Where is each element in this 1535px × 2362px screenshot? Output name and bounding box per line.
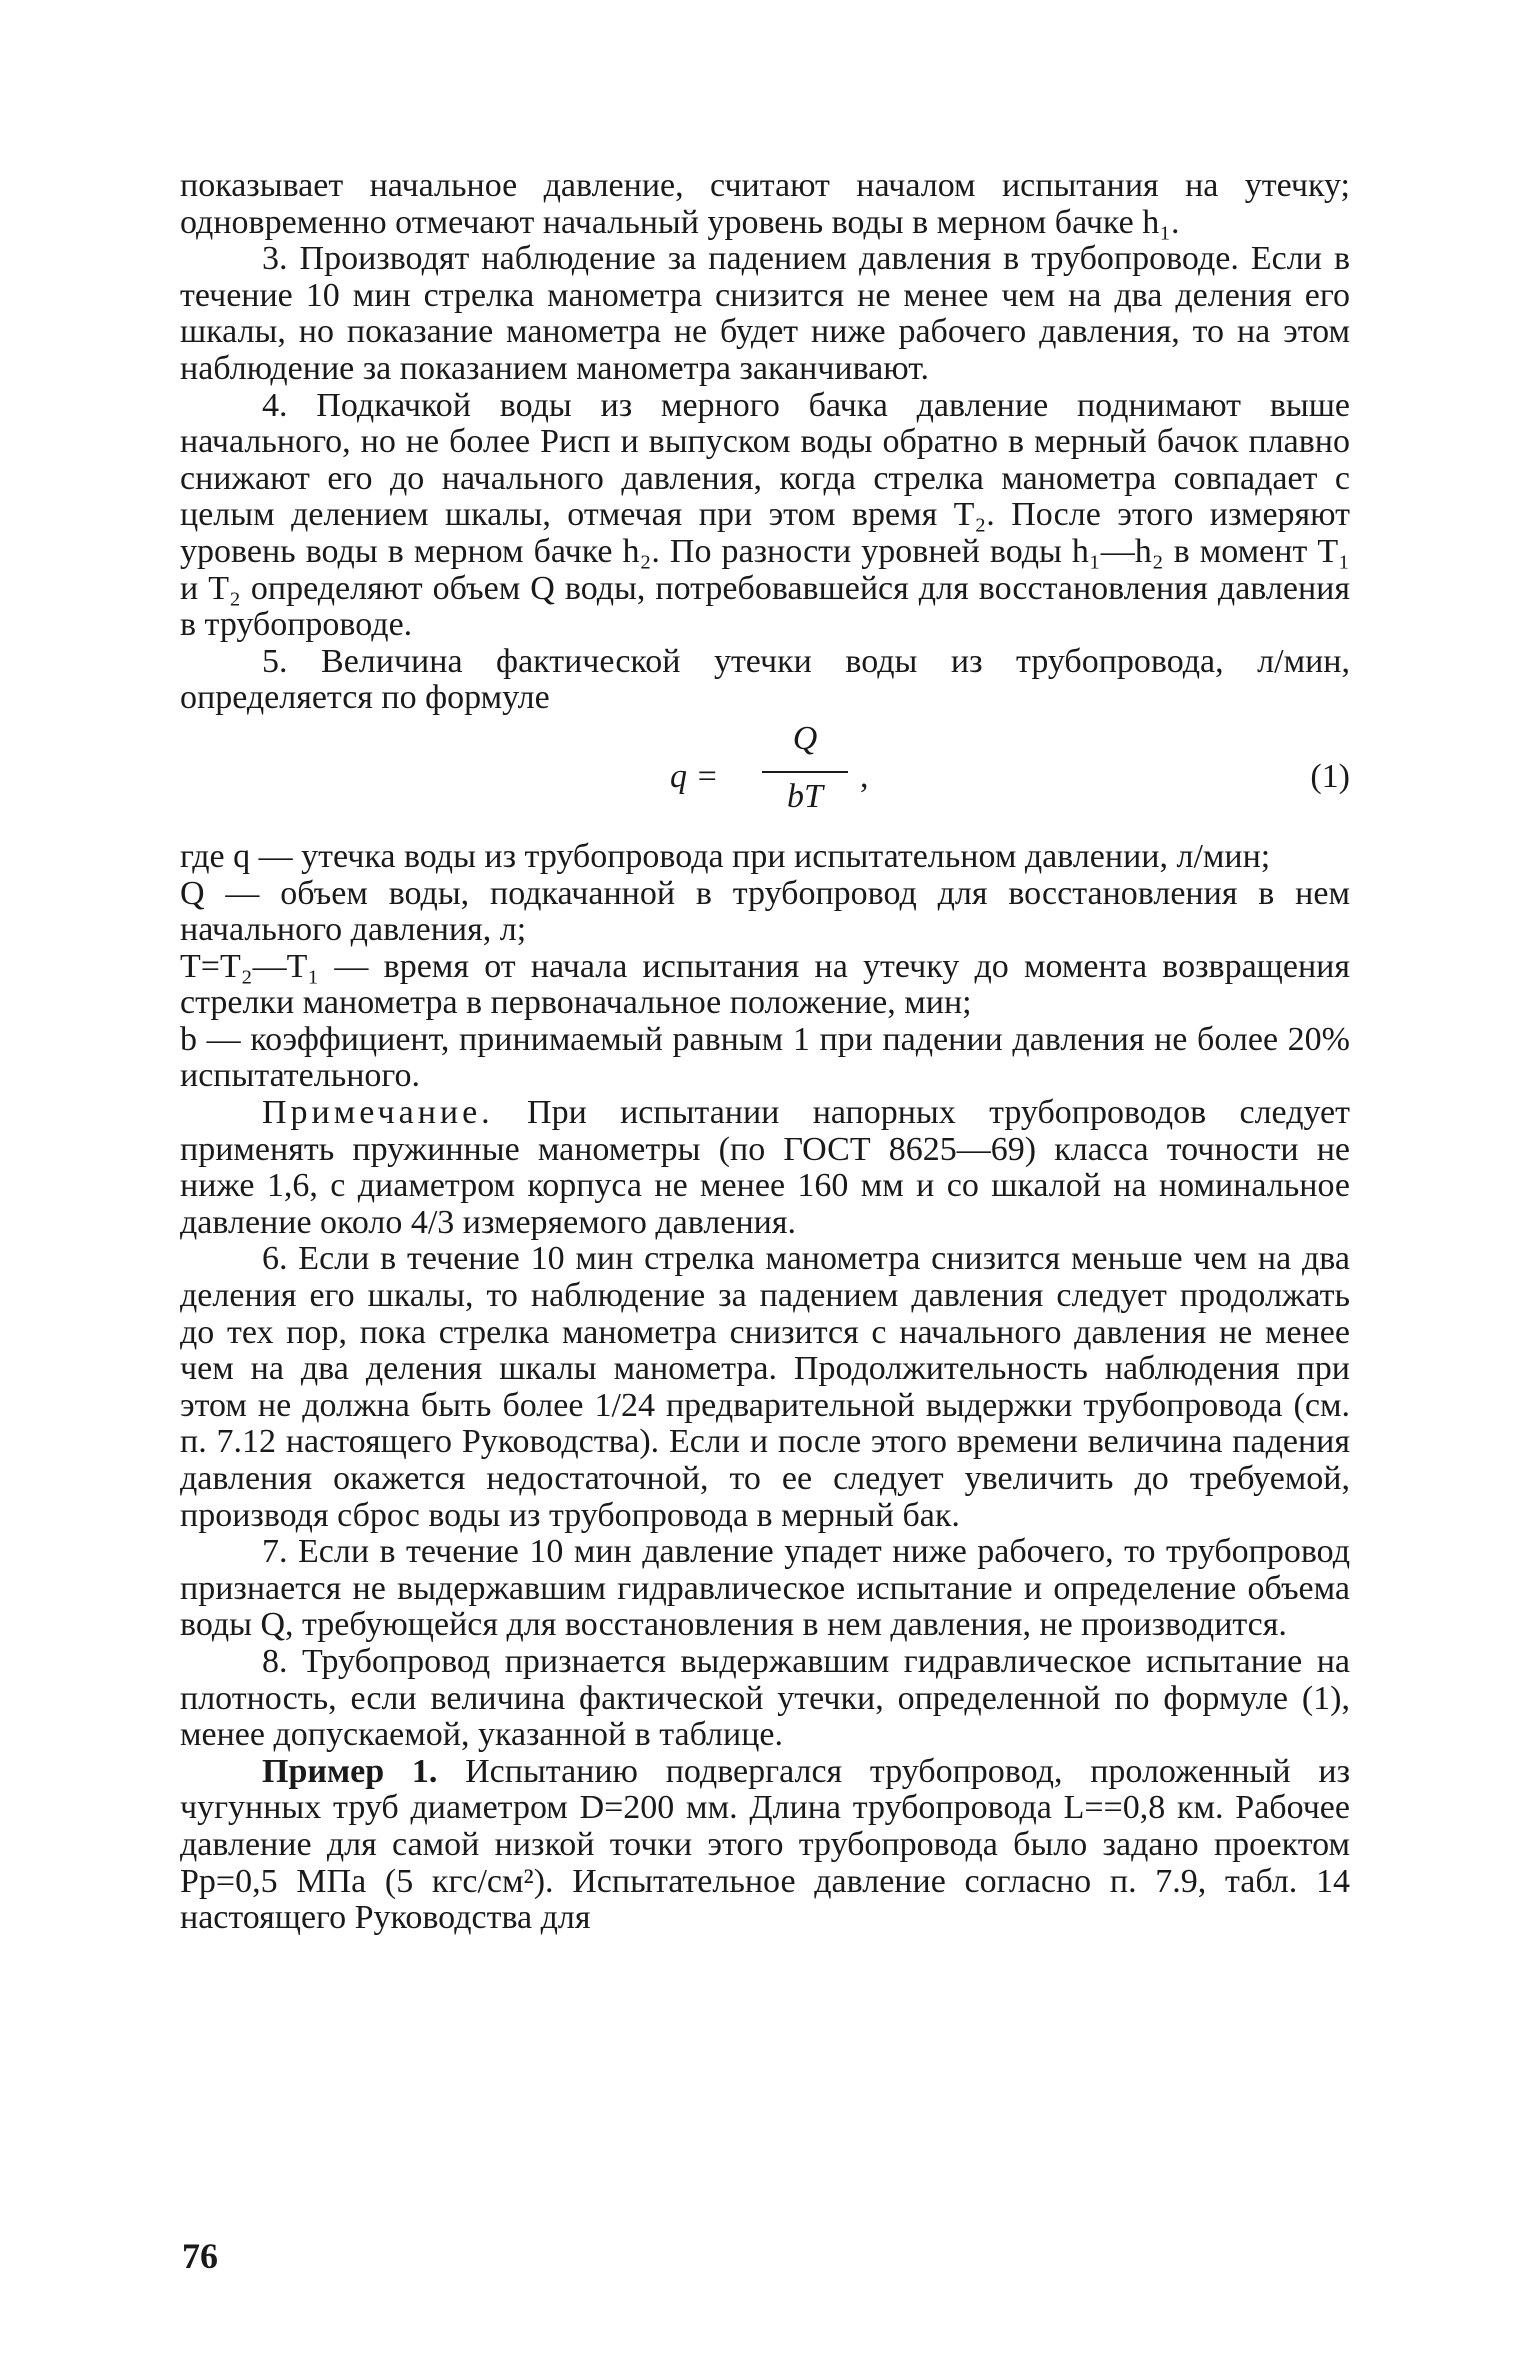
example-heading: Пример 1.: [262, 1752, 438, 1790]
paragraph-step-4: 4. Подкачкой воды из мерного бачка давление поднимают выше начального, но не более Pисп и выпуском воды обратно в мерный бачок плавно снижают его до начального давления, когда стрелка манометра совпадает с целым делением шкалы, отмечая при этом время T₂. После этого измеряют уровень воды в мерном бачке h₂. По разности уровней воды h₁—h₂ в момент T₁ и T₂ определяют объем Q воды, потребовавшейся для восстановления давления в трубопроводе.: [180, 386, 1350, 644]
formula-expression: [670, 721, 890, 821]
page-number: 76: [182, 2236, 218, 2276]
example-body: Испытанию подвергался трубопровод, проложенный из чугунных труб диаметром D=200 мм. Длина трубопровода L==0,8 км. Рабочее давление для самой низкой точки этого трубопровода было задано проектом Pр=0,5 МПа (5 кгс/см²). Испытательное давление согласно п. 7.9, табл. 14 настоящего Руководства для: [180, 1752, 1350, 1937]
paragraph-step-6: 6. Если в течение 10 мин стрелка манометра снизится меньше чем на два деления его шкалы, то наблюдение за падением давления следует продолжать до тех пор, пока стрелка манометра снизится с начального давления не менее чем на два деления шкалы манометра. Продолжительность наблюдения при этом не должна быть более 1/24 предварительной выдержки трубопровода (см. п. 7.12 настоящего Руководства). Если и после этого времени величина падения давления окажется недостаточной, то ее следует увеличить до требуемой, производя сброс воды из трубопровода в мерный бак.: [180, 1240, 1350, 1534]
paragraph-step-5: 5. Величина фактической утечки воды из трубопровода, л/мин, определяется по формуле: [180, 642, 1350, 717]
paragraph-step-8: 8. Трубопровод признается выдержавшим гидравлическое испытание на плотность, если величина фактической утечки, определенной по формуле (1), менее допускаемой, указанной в таблице.: [180, 1642, 1350, 1754]
definition-T: T=T₂—T₁ — время от начала испытания на утечку до момента возвращения стрелки манометра в первоначальное положение, мин;: [180, 947, 1350, 1022]
example-paragraph: [180, 1754, 1350, 1937]
note-heading: Примечание.: [262, 1094, 494, 1132]
formula-numerator: Q: [792, 719, 818, 757]
formula-denominator: bT: [787, 777, 823, 815]
formula-lhs: q =: [670, 757, 719, 795]
note-body: При испытании напорных трубопроводов следует применять пружинные манометры (по ГОСТ 8625—69) класса точности не ниже 1,6, с диаметром корпуса не менее 160 мм и со шкалой на номинальное давление около 4/3 измеряемого давления.: [180, 1094, 1350, 1241]
body-text: [180, 168, 1350, 1937]
definition-Q: Q — объем воды, подкачанной в трубопровод для восстановления в нем начального давления, л;: [180, 874, 1350, 949]
paragraph-step-3: 3. Производят наблюдение за падением давления в трубопроводе. Если в течение 10 мин стрелка манометра снизится не менее чем на два деления его шкалы, но показание манометра не будет ниже рабочего давления, то на этом наблюдение за показанием манометра заканчивают.: [180, 240, 1350, 387]
paragraph-step-7: 7. Если в течение 10 мин давление упадет ниже рабочего, то трубопровод признается не выдержавшим гидравлическое испытание и определение объема воды Q, требующейся для восстановления в нем давления, не производится.: [180, 1533, 1350, 1644]
note-paragraph: [180, 1095, 1350, 1241]
formula-comma: ,: [860, 757, 869, 795]
formula-1: [180, 721, 1350, 831]
definition-q: где q — утечка воды из трубопровода при испытательном давлении, л/мин;: [180, 837, 1271, 875]
fraction-bar: [762, 771, 848, 773]
definition-b: b — коэффициент, принимаемый равным 1 при падении давления не более 20% испытательного.: [180, 1020, 1350, 1095]
formula-number: (1): [1310, 757, 1350, 795]
paragraph-continuation: показывает начальное давление, считают началом испытания на утечку; одновременно отмечают начальный уровень воды в мерном бачке h₁.: [180, 167, 1350, 241]
